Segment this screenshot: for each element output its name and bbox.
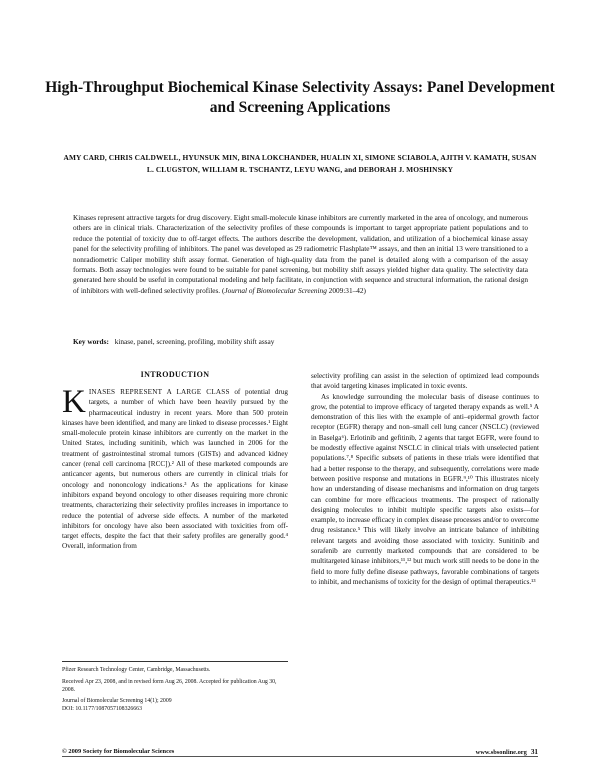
footnotes: [62, 666, 288, 717]
footer-divider: [62, 756, 538, 757]
paper-title: High-Throughput Biochemical Kinase Selectivity Assays: Panel Development and Screening Applications: [45, 79, 555, 116]
abstract-text: Kinases represent attractive targets for drug discovery. Eight small-molecule kinase inhibitors are currently marketed in the area of oncology, and numerous others are in clinical trials. Characterization of the selectivity profiles of these compounds is important to target appropriate patient populations and to reduce the potential of toxicity due to off-target effects. The authors describe the development, validation, and utilization of a biochemical kinase assay panel for the selectivity profiling of inhibitors. The panel was developed as 29 radiometric Flashplate™ assays, and then an initial 13 were transitioned to a nonradiometric Caliper mobility shift assay format. Generation of high-quality data from the panel is detailed along with a comparison of the assay formats. Both assay technologies were found to be suitable for panel screening, but mobility shift assays yielded higher data quality. The selectivity data generated here should be useful in computational modeling and help facilitate, in conjunction with sequence and structural information, the rational design of inhibitors with well-defined selectivity profiles. (: [73, 213, 528, 295]
drop-cap: K: [62, 384, 86, 420]
footnote-journal: Journal of Biomolecular Screening 14(1); 2009: [62, 698, 172, 705]
intro-smallcaps: INASES REPRESENT A LARGE CLASS: [88, 388, 230, 396]
keywords-label: Key words:: [73, 337, 109, 346]
intro-paragraph-2: selectivity profiling can assist in the selection of optimized lead compounds that avoid targeting kinases implicated in toxic events.: [311, 372, 539, 391]
footer-copyright: © 2009 Society for Biomolecular Sciences: [62, 748, 175, 755]
footnote-received: Received Apr 23, 2008, and in revised form Aug 26, 2008. Accepted for publication Aug 30, 2008.: [62, 678, 277, 693]
footnote-divider: [62, 661, 288, 662]
abstract-citation-tail: 2009:31–42): [326, 285, 366, 295]
intro-paragraph-1: [62, 384, 289, 552]
section-heading-introduction: INTRODUCTION: [140, 370, 210, 379]
right-column: [311, 371, 539, 587]
abstract-citation: Journal of Biomolecular Screening: [224, 285, 327, 295]
page-number: 31: [530, 748, 538, 756]
intro-paragraph-1-text: of potential drug targets, a number of which have been heavily pursued by the pharmaceutical industry in recent years. More than 500 protein kinases have been identified, and many are linked to disease processes.¹ Eight small-molecule protein kinase inhibitors are currently on the market in the United States, including sunitinib, which was launched in 2006 for the treatment of gastrointestinal stromal tumors (GISTs) and advanced kidney cancer (renal cell carcinoma [RCC]).² All of these marketed compounds are anticancer agents, but numerous others are currently in clinical trials for oncology and nononcology indications.³ As the applications for kinase inhibitors expand beyond oncology to other diseases requiring more chronic treatments, characterizing their selectivity profiles increases in importance to reduce the potential of adverse side effects. A number of the marketed inhibitors for oncology have also been associated with toxicities from off-target effects, despite the fact that their safety profiles are generally good.⁴ Overall, information from: [62, 388, 289, 551]
left-column: [62, 370, 288, 552]
footer-website: www.sbsonline.org: [475, 749, 527, 756]
keywords: [73, 337, 528, 347]
keywords-text: kinase, panel, screening, profiling, mobility shift assay: [114, 337, 275, 346]
footnote-affiliation: Pfizer Research Technology Center, Cambridge, Massachusetts.: [62, 667, 211, 673]
abstract: [73, 213, 528, 296]
author-list: AMY CARD, CHRIS CALDWELL, HYUNSUK MIN, BINA LOKCHANDER, HUALIN XI, SIMONE SCIABOLA, AJITH V. KAMATH, SUSAN L. CLUGSTON, WILLIAM R. TSCHANTZ, LEYU WANG, and DEBORAH J. MOSHINSKY: [63, 153, 537, 174]
footnote-doi: DOI: 10.1177/1087057108326663: [62, 706, 142, 713]
intro-paragraph-3: As knowledge surrounding the molecular basis of disease continues to grow, the potential to improve efficacy of targeted therapy expands as well.⁵ A demonstration of this lies with the example of anti–epidermal growth factor receptor (EGFR) therapy and non–small cell lung cancer (NSCLC) (reviewed in Baselga⁶). Erlotinib and gefitinib, 2 agents that target EGFR, were found to be modestly effective against NSCLC in clinical trials with unselected patient populations.⁷,⁸ Specific subsets of patients in these trials were identified that had a better response to the therapy, and subsequently, correlations were made between positive response and mutations in EGFR.⁹,¹⁰ This illustrates nicely how an understanding of disease mechanisms and information on drug targets can combine for more efficacious treatments. The prospect of rationally designing molecules to inhibit multiple specific targets also exists—for example, to increase efficacy in complex disease processes and/or to overcome drug resistance.⁵ This will likely involve an intricate balance of inhibiting relevant targets and avoiding those associated with toxicity. Sunitinib and sorafenib are currently marketed compounds that are considered to be multitargeted kinase inhibitors,¹¹,¹² but much work still needs to be done in the field to more fully define disease pathways, favorable combinations of targets to inhibit, and mechanisms of toxicity for the design of optimal therapeutics.¹³: [311, 392, 539, 586]
